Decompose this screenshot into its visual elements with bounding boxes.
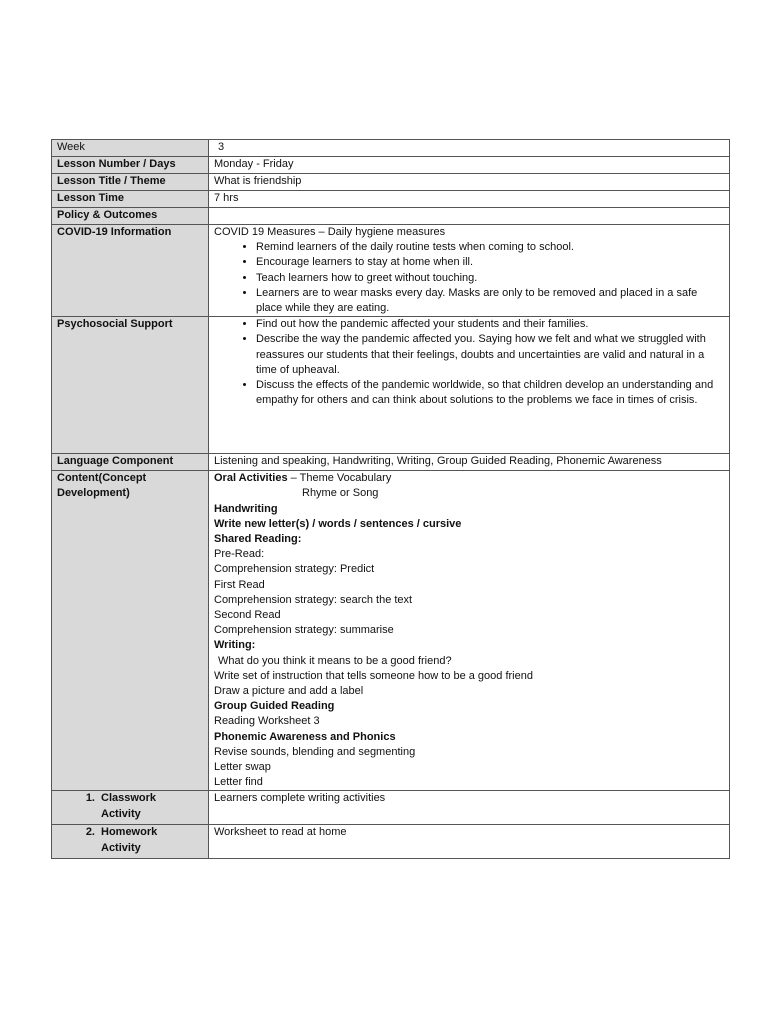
week-label: Week [52,140,209,157]
row-policy [52,208,730,225]
classwork-label-line [57,791,203,806]
covid-bullet: • Encourage learners to stay at home when ill. [256,255,724,270]
week-value [209,140,730,157]
strategy-predict-line: Comprehension strategy: Predict [214,563,375,576]
classwork-number: 1. [85,792,95,805]
psychosocial-bullets [214,317,724,408]
rhyme-line: Rhyme or Song [302,487,379,500]
row-classwork [52,791,730,825]
content-value [209,471,730,791]
homework-label-text: Homework [101,826,158,839]
revise-sounds-line: Revise sounds, blending and segmenting [214,745,416,758]
writing-instruction-line: Write set of instruction that tells someone how to be a good friend [214,669,533,682]
covid-bullets [214,240,724,316]
lesson-title-value: What is friendship [209,174,730,191]
oral-activities-line [214,471,724,486]
handwriting-heading: Handwriting [214,502,278,515]
row-covid [52,225,730,317]
homework-number: 2. [85,826,95,839]
psychosocial-label: Psychosocial Support [52,317,209,454]
policy-label: Policy & Outcomes [52,208,209,225]
policy-value [209,208,730,225]
oral-activities-heading: Oral Activities [214,472,288,485]
draw-picture-line: Draw a picture and add a label [214,685,364,698]
shared-reading-heading: Shared Reading: [214,533,302,546]
write-new-heading: Write new letter(s) / words / sentences / cursive [214,517,462,530]
lesson-number-label: Lesson Number / Days [52,157,209,174]
writing-heading: Writing: [214,639,256,652]
group-guided-reading-heading: Group Guided Reading [214,700,335,713]
homework-value: Worksheet to read at home [209,825,730,859]
classwork-value: Learners complete writing activities [209,791,730,825]
classwork-label-text: Classwork [101,792,157,805]
lesson-plan-table [51,139,730,859]
strategy-search-line: Comprehension strategy: search the text [214,593,413,606]
second-read-line: Second Read [214,609,281,622]
row-language [52,454,730,471]
lesson-time-value: 7 hrs [209,191,730,208]
lesson-time-label: Lesson Time [52,191,209,208]
covid-label: COVID-19 Information [52,225,209,317]
row-psychosocial [52,317,730,454]
homework-label [52,825,209,859]
row-lesson-title [52,174,730,191]
letter-swap-line: Letter swap [214,761,271,774]
oral-activities-rest: – Theme Vocabulary [287,472,392,485]
row-week [52,140,730,157]
classwork-label-cont: Activity [101,807,141,820]
covid-bullet: • Learners are to wear masks every day. Masks are only to be removed and placed in a safe place while they are eating. [256,286,724,316]
reading-worksheet-line: Reading Worksheet 3 [214,715,320,728]
row-lesson-time [52,191,730,208]
row-homework [52,825,730,859]
row-lesson-number [52,157,730,174]
row-content [52,471,730,791]
covid-intro: COVID 19 Measures – Daily hygiene measures [214,226,446,238]
first-read-line: First Read [214,578,265,591]
language-value: Listening and speaking, Handwriting, Writing, Group Guided Reading, Phonemic Awareness [209,454,730,471]
content-label: Content(Concept Development) [52,471,209,791]
language-label: Language Component [52,454,209,471]
writing-question-line: What do you think it means to be a good friend? [218,654,452,667]
psychosocial-value [209,317,730,454]
psychosocial-bullet: • Discuss the effects of the pandemic worldwide, so that children develop an understanding and empathy for others and can think about solutions to the problems we face in times of crisis. [256,378,724,408]
lesson-title-label: Lesson Title / Theme [52,174,209,191]
psychosocial-bullet: • Describe the way the pandemic affected you. Saying how we felt and what we struggled with reassures our students that their feelings, doubts and uncertainties are valid and natural in a time of upheaval. [256,332,724,378]
pre-read-line: Pre-Read: [214,548,265,561]
week-number: 3 [218,141,225,153]
homework-label-line [57,825,203,840]
classwork-label [52,791,209,825]
psychosocial-bullet: • Find out how the pandemic affected your students and their families. [256,317,724,332]
covid-bullet: • Teach learners how to greet without touching. [256,271,724,286]
strategy-summarise-line: Comprehension strategy: summarise [214,624,394,637]
lesson-number-value: Monday - Friday [209,157,730,174]
homework-label-cont: Activity [101,841,141,854]
covid-bullet: • Remind learners of the daily routine tests when coming to school. [256,240,724,255]
letter-find-line: Letter find [214,776,263,789]
phonics-heading: Phonemic Awareness and Phonics [214,730,396,743]
covid-value [209,225,730,317]
